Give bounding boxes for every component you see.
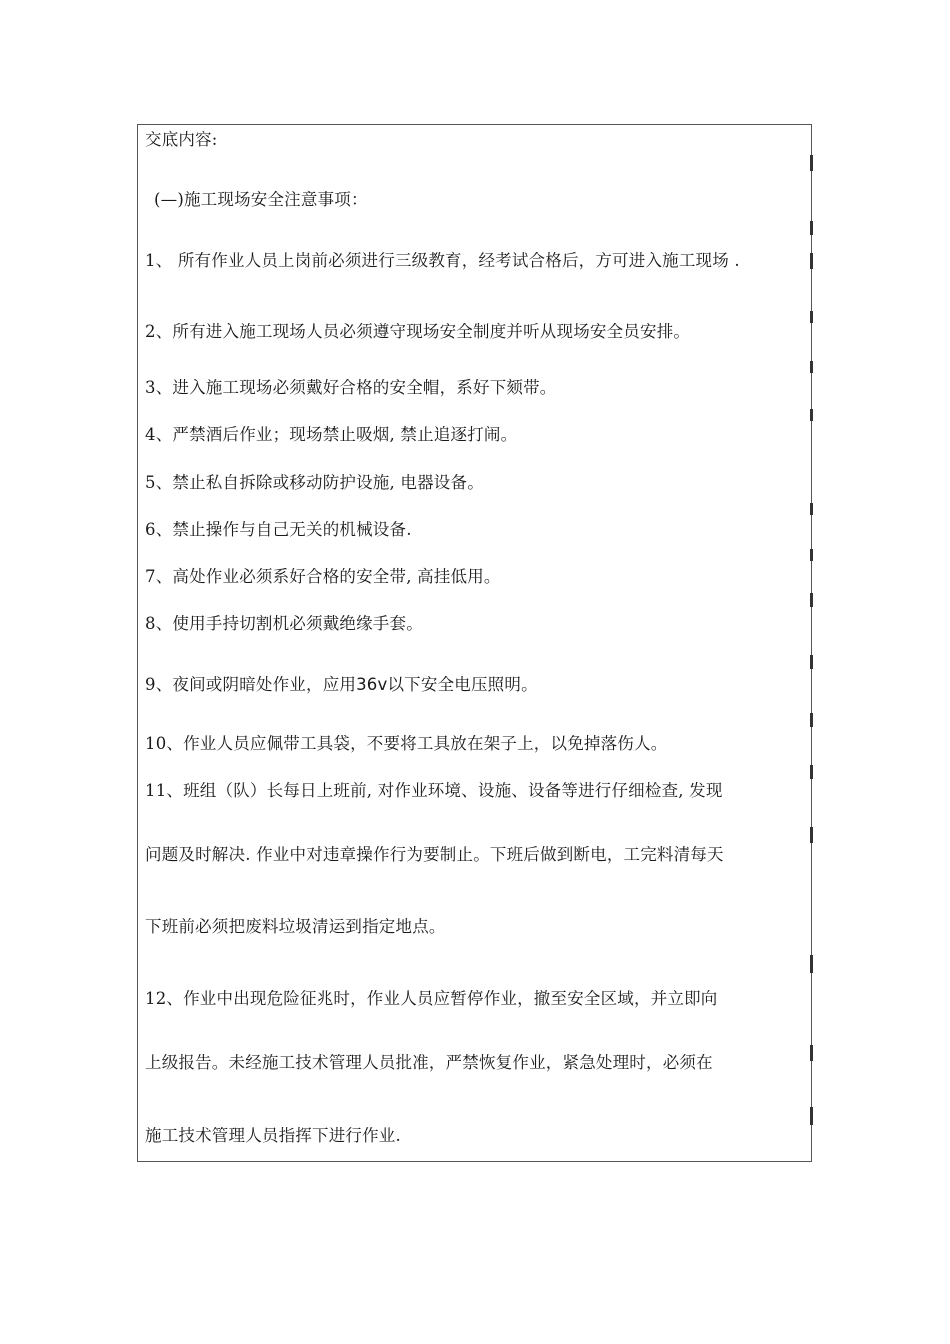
item-11-line-2-part-c: ，工完料清每天 xyxy=(606,845,724,864)
item-11-line-3-part-a: 下班前必须把废料垃圾清运到指定 xyxy=(145,917,396,936)
edge-mark xyxy=(810,549,813,561)
item-6: 6、禁止操作与自己无关的机械设备. xyxy=(145,520,412,539)
item-12-line-2-part-a: 上级报告。未经施工技术管理人员批准，严禁恢复作业， xyxy=(145,1053,563,1072)
item-5: 5、禁止私自拆除或移动防护设施, 电器设备。 xyxy=(145,473,484,492)
item-4: 4、严禁酒后作业；现场禁止吸烟, 禁止追逐打闹。 xyxy=(145,425,518,444)
edge-mark xyxy=(810,155,813,171)
edge-mark xyxy=(810,361,813,373)
edge-mark xyxy=(810,409,813,421)
edge-mark xyxy=(810,1107,813,1125)
item-7: 7、高处作业必须系好合格的安全带, 高挂低用。 xyxy=(145,567,501,586)
edge-mark xyxy=(810,503,813,515)
item-11-line-1: 11、班组（队）长每日上班前, 对作业环境、设施、设备等进行仔细检查, 发现 xyxy=(145,781,723,800)
item-12-line-3 xyxy=(145,1126,401,1146)
edge-mark xyxy=(810,827,813,843)
item-2: 2、所有进入施工现场人员必须遵守现场安全制度并听从现场安全员安排。 xyxy=(145,322,691,341)
item-12-line-2-part-b: 紧急处理时，必须在 xyxy=(562,1053,713,1072)
item-11-line-2-part-b: 中对违章操作行为要制止。下班后做到断电 xyxy=(289,845,607,864)
item-8: 8、使用手持切割机必须戴绝缘手套。 xyxy=(145,614,423,633)
item-12-line-3-part-b: . xyxy=(395,1126,401,1145)
item-12-line-1: 12、作业中出现危险征兆时，作业人员应暂停作业，撤至安全区域，并立即向 xyxy=(145,989,718,1008)
item-11-line-2-part-a: 问题及时解决. 作业 xyxy=(145,845,290,864)
content-heading: 交底内容: xyxy=(145,130,218,149)
item-9 xyxy=(145,675,538,695)
edge-mark xyxy=(810,765,813,779)
edge-mark xyxy=(810,655,813,669)
edge-mark xyxy=(810,955,813,973)
item-10: 10、作业人员应佩带工具袋，不要将工具放在架子上，以免掉落伤人。 xyxy=(145,734,668,753)
edge-mark xyxy=(810,311,813,323)
edge-mark xyxy=(810,221,813,235)
item-9-voltage-text: 36v以下安全电压照明。 xyxy=(356,675,538,694)
item-11-line-3 xyxy=(145,917,446,937)
item-9-text: 9、夜间或阴暗处作业，应用 xyxy=(145,675,357,694)
edge-mark xyxy=(810,1045,813,1061)
item-12-line-2 xyxy=(145,1053,713,1073)
edge-mark xyxy=(810,253,813,269)
item-3: 3、进入施工现场必须戴好合格的安全帽，系好下颏带。 xyxy=(145,378,557,397)
item-11-line-2 xyxy=(145,845,724,865)
item-12-line-3-part-a: 施工技术管理人员指挥下进行作业 xyxy=(145,1126,396,1145)
item-1: 1、 所有作业人员上岗前必须进行三级教育，经考试合格后，方可进入施工现场 . xyxy=(145,251,740,270)
edge-mark xyxy=(810,593,813,607)
item-11-line-3-part-b: 地点。 xyxy=(395,917,446,936)
edge-mark xyxy=(810,713,813,727)
section-title: (—)施工现场安全注意事项： xyxy=(154,190,368,209)
